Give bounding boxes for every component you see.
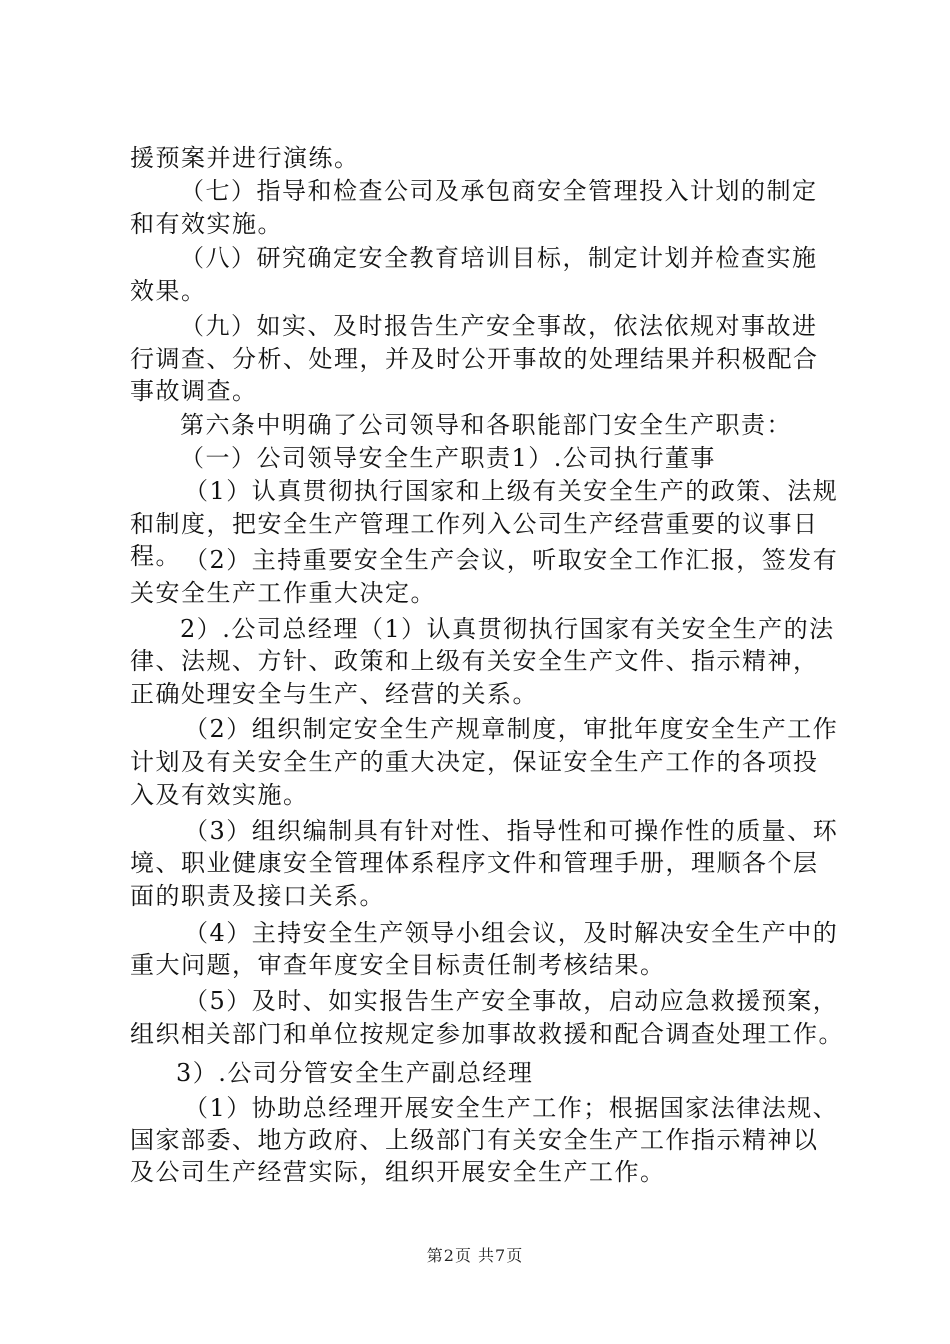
paragraph-line: （4）主持安全生产领导小组会议，及时解决安全生产中的	[184, 919, 839, 947]
paragraph-line: 重大问题，审查年度安全目标责任制考核结果。	[130, 951, 666, 979]
paragraph-line: 入及有效实施。	[130, 781, 309, 809]
paragraph-line: （一）公司领导安全生产职责1）.公司执行董事	[180, 444, 716, 472]
paragraph-line: 组织相关部门和单位按规定参加事故救援和配合调查处理工作。	[130, 1020, 844, 1048]
paragraph-line: 境、职业健康安全管理体系程序文件和管理手册，理顺各个层	[130, 849, 819, 877]
paragraph-line: （3）组织编制具有针对性、指导性和可操作性的质量、环	[184, 817, 839, 845]
paragraph-line: 国家部委、地方政府、上级部门有关安全生产工作指示精神以	[130, 1126, 819, 1154]
paragraph-line: 第六条中明确了公司领导和各职能部门安全生产职责：	[180, 411, 792, 439]
paragraph-line: 计划及有关安全生产的重大决定，保证安全生产工作的各项投	[130, 748, 819, 776]
paragraph-line: 正确处理安全与生产、经营的关系。	[130, 680, 538, 708]
paragraph-line: （5）及时、如实报告生产安全事故，启动应急救援预案，	[184, 987, 839, 1015]
paragraph-line: 援预案并进行演练。	[130, 144, 360, 172]
paragraph-line: 和制度，把安全生产管理工作列入公司生产经营重要的议事日	[130, 510, 819, 538]
paragraph-line: 行调查、分析、处理，并及时公开事故的处理结果并积极配合	[130, 345, 819, 373]
paragraph-line: 程。	[130, 542, 181, 570]
paragraph-line: 面的职责及接口关系。	[130, 882, 385, 910]
paragraph-line: 和有效实施。	[130, 210, 283, 238]
paragraph-line: （八）研究确定安全教育培训目标，制定计划并检查实施	[180, 244, 818, 272]
page-footer: 第2页 共7页	[426, 1246, 524, 1265]
paragraph-line: 关安全生产工作重大决定。	[130, 579, 436, 607]
paragraph-line: （九）如实、及时报告生产安全事故，依法依规对事故进	[180, 312, 818, 340]
paragraph-line: 及公司生产经营实际，组织开展安全生产工作。	[130, 1158, 666, 1186]
paragraph-line: （2）组织制定安全生产规章制度，审批年度安全生产工作	[184, 715, 839, 743]
paragraph-line: 3）.公司分管安全生产副总经理	[176, 1059, 534, 1087]
paragraph-line: （2）主持重要安全生产会议，听取安全工作汇报，签发有	[184, 546, 839, 574]
paragraph-line: 2）.公司总经理（1）认真贯彻执行国家有关安全生产的法	[180, 615, 835, 643]
paragraph-line: （1）协助总经理开展安全生产工作；根据国家法律法规、	[184, 1094, 839, 1122]
paragraph-line: 律、法规、方针、政策和上级有关安全生产文件、指示精神，	[130, 647, 819, 675]
paragraph-line: （1）认真贯彻执行国家和上级有关安全生产的政策、法规	[184, 477, 839, 505]
paragraph-line: （七）指导和检查公司及承包商安全管理投入计划的制定	[180, 177, 818, 205]
paragraph-line: 事故调查。	[130, 377, 258, 405]
paragraph-line: 效果。	[130, 277, 207, 305]
